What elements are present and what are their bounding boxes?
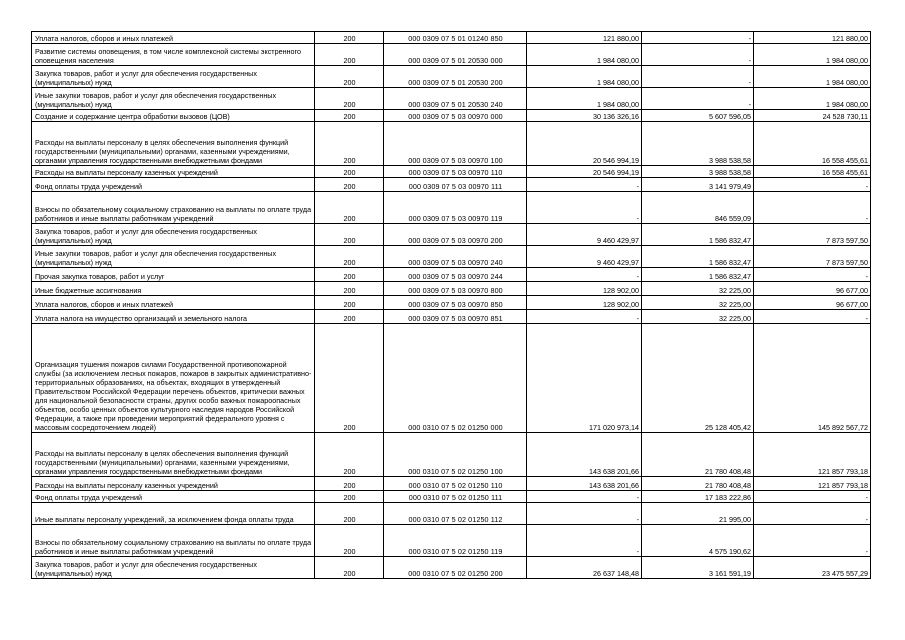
row-code: 200 [315, 491, 384, 503]
row-code: 200 [315, 296, 384, 310]
row-remaining: - [754, 268, 871, 282]
row-approved: - [527, 491, 642, 503]
row-code: 200 [315, 224, 384, 246]
row-executed: 1 586 832,47 [642, 268, 754, 282]
table-row [32, 324, 871, 433]
row-code: 200 [315, 88, 384, 110]
row-code: 200 [315, 32, 384, 44]
row-name: Расходы на выплаты персоналу казенных учреждений [32, 166, 315, 178]
row-name: Уплата налогов, сборов и иных платежей [32, 296, 315, 310]
row-code: 200 [315, 282, 384, 296]
row-executed: - [642, 88, 754, 110]
row-name: Фонд оплаты труда учреждений [32, 178, 315, 192]
row-classification-code: 000 0309 07 5 01 20530 240 [384, 88, 527, 110]
row-executed: - [642, 44, 754, 66]
row-executed: 4 575 190,62 [642, 525, 754, 557]
row-remaining: - [754, 310, 871, 324]
row-executed: 32 225,00 [642, 282, 754, 296]
row-classification-code: 000 0310 07 5 02 01250 111 [384, 491, 527, 503]
table-row [32, 310, 871, 324]
row-executed: 32 225,00 [642, 310, 754, 324]
row-name: Закупка товаров, работ и услуг для обеспечения государственных (муниципальных) нужд [32, 66, 315, 88]
row-remaining: 121 880,00 [754, 32, 871, 44]
row-approved: - [527, 525, 642, 557]
row-approved: 171 020 973,14 [527, 324, 642, 433]
row-name: Взносы по обязательному социальному страхованию на выплаты по оплате труда работников и иные выплаты работникам учреждений [32, 192, 315, 224]
row-remaining: 1 984 080,00 [754, 88, 871, 110]
row-approved: 26 637 148,48 [527, 557, 642, 579]
row-approved: 121 880,00 [527, 32, 642, 44]
row-name: Создание и содержание центра обработки вызовов (ЦОВ) [32, 110, 315, 122]
row-classification-code: 000 0309 07 5 03 00970 200 [384, 224, 527, 246]
row-classification-code: 000 0310 07 5 02 01250 110 [384, 477, 527, 491]
row-executed: 32 225,00 [642, 296, 754, 310]
row-code: 200 [315, 44, 384, 66]
table-row [32, 192, 871, 224]
row-code: 200 [315, 192, 384, 224]
row-approved: 128 902,00 [527, 296, 642, 310]
table-row [32, 296, 871, 310]
row-code: 200 [315, 433, 384, 477]
row-code: 200 [315, 477, 384, 491]
row-executed: 1 586 832,47 [642, 246, 754, 268]
row-remaining: 1 984 080,00 [754, 66, 871, 88]
row-remaining: - [754, 503, 871, 525]
row-approved: 128 902,00 [527, 282, 642, 296]
row-code: 200 [315, 122, 384, 166]
row-remaining: - [754, 491, 871, 503]
row-name: Организация тушения пожаров силами Государственной противопожарной службы (за исключением лесных пожаров, пожаров в закрытых административно-территориальных образованиях, на объектах, входящих в утвержденный Правительством Российской Федерации перечень объектов, критически важных для национальной безопасности страны, других особо важных пожароопасных объектов, особо ценных объектов культурного наследия народов Российской Федерации, а также при проведении мероприятий федерального уровня с массовым сосредоточением людей) [32, 324, 315, 433]
row-classification-code: 000 0310 07 5 02 01250 112 [384, 503, 527, 525]
table-row [32, 122, 871, 166]
row-approved: - [527, 268, 642, 282]
row-classification-code: 000 0309 07 5 03 00970 111 [384, 178, 527, 192]
row-classification-code: 000 0309 07 5 03 00970 119 [384, 192, 527, 224]
table-row [32, 32, 871, 44]
row-name: Прочая закупка товаров, работ и услуг [32, 268, 315, 282]
row-classification-code: 000 0309 07 5 01 20530 000 [384, 44, 527, 66]
row-executed: 17 183 222,86 [642, 491, 754, 503]
table-row [32, 178, 871, 192]
row-code: 200 [315, 110, 384, 122]
row-classification-code: 000 0309 07 5 01 20530 200 [384, 66, 527, 88]
row-approved: - [527, 192, 642, 224]
table-row [32, 557, 871, 579]
table-row [32, 88, 871, 110]
row-classification-code: 000 0309 07 5 03 00970 240 [384, 246, 527, 268]
row-name: Уплата налога на имущество организаций и земельного налога [32, 310, 315, 324]
row-classification-code: 000 0309 07 5 03 00970 851 [384, 310, 527, 324]
row-classification-code: 000 0310 07 5 02 01250 100 [384, 433, 527, 477]
row-code: 200 [315, 268, 384, 282]
row-classification-code: 000 0309 07 5 03 00970 000 [384, 110, 527, 122]
row-classification-code: 000 0310 07 5 02 01250 200 [384, 557, 527, 579]
row-executed: 21 995,00 [642, 503, 754, 525]
row-remaining: 24 528 730,11 [754, 110, 871, 122]
row-remaining: 121 857 793,18 [754, 477, 871, 491]
row-executed: 1 586 832,47 [642, 224, 754, 246]
row-classification-code: 000 0310 07 5 02 01250 119 [384, 525, 527, 557]
row-executed: 25 128 405,42 [642, 324, 754, 433]
row-remaining: 121 857 793,18 [754, 433, 871, 477]
row-code: 200 [315, 525, 384, 557]
row-executed: 3 141 979,49 [642, 178, 754, 192]
row-name: Иные бюджетные ассигнования [32, 282, 315, 296]
row-remaining: - [754, 192, 871, 224]
row-approved: 1 984 080,00 [527, 88, 642, 110]
row-code: 200 [315, 246, 384, 268]
row-executed: 3 161 591,19 [642, 557, 754, 579]
row-classification-code: 000 0309 07 5 03 00970 244 [384, 268, 527, 282]
row-remaining: 16 558 455,61 [754, 166, 871, 178]
table-row [32, 282, 871, 296]
table-body [32, 32, 871, 579]
row-executed: 3 988 538,58 [642, 166, 754, 178]
row-approved: 30 136 326,16 [527, 110, 642, 122]
row-remaining: 23 475 557,29 [754, 557, 871, 579]
row-executed: 846 559,09 [642, 192, 754, 224]
row-remaining: 1 984 080,00 [754, 44, 871, 66]
table-row [32, 110, 871, 122]
row-remaining: 145 892 567,72 [754, 324, 871, 433]
row-name: Иные закупки товаров, работ и услуг для обеспечения государственных (муниципальных) нужд [32, 88, 315, 110]
budget-execution-table [31, 31, 871, 579]
row-name: Иные закупки товаров, работ и услуг для обеспечения государственных (муниципальных) нужд [32, 246, 315, 268]
row-remaining: 96 677,00 [754, 296, 871, 310]
table-row [32, 224, 871, 246]
row-approved: - [527, 503, 642, 525]
row-name: Закупка товаров, работ и услуг для обеспечения государственных (муниципальных) нужд [32, 224, 315, 246]
row-approved: - [527, 310, 642, 324]
row-approved: - [527, 178, 642, 192]
row-remaining: 16 558 455,61 [754, 122, 871, 166]
row-approved: 9 460 429,97 [527, 246, 642, 268]
row-executed: 5 607 596,05 [642, 110, 754, 122]
row-classification-code: 000 0310 07 5 02 01250 000 [384, 324, 527, 433]
table-row [32, 268, 871, 282]
row-executed: - [642, 66, 754, 88]
table-row [32, 166, 871, 178]
row-approved: 20 546 994,19 [527, 166, 642, 178]
row-name: Расходы на выплаты персоналу в целях обеспечения выполнения функций государственными (муниципальными) органами, казенными учреждениями, органами управления государственными внебюджетными фондами [32, 433, 315, 477]
row-approved: 20 546 994,19 [527, 122, 642, 166]
row-executed: 3 988 538,58 [642, 122, 754, 166]
row-approved: 143 638 201,66 [527, 433, 642, 477]
row-approved: 1 984 080,00 [527, 44, 642, 66]
table-row [32, 433, 871, 477]
row-approved: 9 460 429,97 [527, 224, 642, 246]
row-code: 200 [315, 66, 384, 88]
row-remaining: - [754, 178, 871, 192]
row-approved: 1 984 080,00 [527, 66, 642, 88]
row-remaining: 96 677,00 [754, 282, 871, 296]
row-name: Расходы на выплаты персоналу в целях обеспечения выполнения функций государственными (муниципальными) органами, казенными учреждениями, органами управления государственными внебюджетными фондами [32, 122, 315, 166]
row-executed: - [642, 32, 754, 44]
row-code: 200 [315, 503, 384, 525]
table-row [32, 246, 871, 268]
row-name: Закупка товаров, работ и услуг для обеспечения государственных (муниципальных) нужд [32, 557, 315, 579]
row-executed: 21 780 408,48 [642, 433, 754, 477]
row-classification-code: 000 0309 07 5 03 00970 800 [384, 282, 527, 296]
row-name: Развитие системы оповещения, в том числе комплексной системы экстренного оповещения населения [32, 44, 315, 66]
row-classification-code: 000 0309 07 5 03 00970 110 [384, 166, 527, 178]
row-code: 200 [315, 310, 384, 324]
row-classification-code: 000 0309 07 5 01 01240 850 [384, 32, 527, 44]
row-remaining: - [754, 525, 871, 557]
table-row [32, 525, 871, 557]
row-code: 200 [315, 166, 384, 178]
row-name: Взносы по обязательному социальному страхованию на выплаты по оплате труда работников и иные выплаты работникам учреждений [32, 525, 315, 557]
row-code: 200 [315, 557, 384, 579]
table-row [32, 477, 871, 491]
row-classification-code: 000 0309 07 5 03 00970 100 [384, 122, 527, 166]
row-code: 200 [315, 324, 384, 433]
row-remaining: 7 873 597,50 [754, 246, 871, 268]
table-row [32, 503, 871, 525]
row-name: Уплата налогов, сборов и иных платежей [32, 32, 315, 44]
table-row [32, 44, 871, 66]
row-remaining: 7 873 597,50 [754, 224, 871, 246]
row-code: 200 [315, 178, 384, 192]
row-name: Расходы на выплаты персоналу казенных учреждений [32, 477, 315, 491]
row-classification-code: 000 0309 07 5 03 00970 850 [384, 296, 527, 310]
row-executed: 21 780 408,48 [642, 477, 754, 491]
table-row [32, 66, 871, 88]
row-name: Фонд оплаты труда учреждений [32, 491, 315, 503]
row-approved: 143 638 201,66 [527, 477, 642, 491]
table-row [32, 491, 871, 503]
row-name: Иные выплаты персоналу учреждений, за исключением фонда оплаты труда [32, 503, 315, 525]
